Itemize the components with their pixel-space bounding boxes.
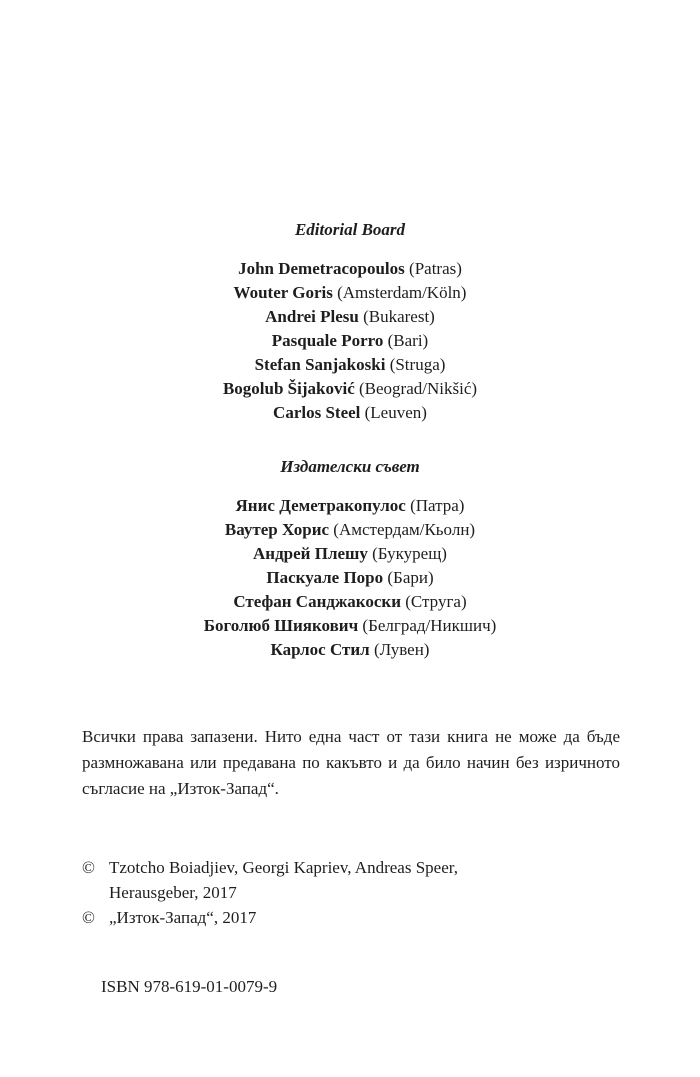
rights-notice: Всички права запазени. Нито една част от тази книга не може да бъде размножавана или предавана по какъвто и да било начин без изричното съгласие на „Изток-Запад“. <box>82 727 620 798</box>
member-city: (Beograd/Nikšić) <box>359 379 478 398</box>
board-member <box>0 590 700 614</box>
member-name: Паскуале Поро <box>266 568 384 587</box>
board-member <box>0 353 700 377</box>
member-city: (Leuven) <box>364 403 427 422</box>
board-member <box>0 614 700 638</box>
isbn: ISBN 978-619-01-0079-9 <box>101 977 278 996</box>
member-name: Андрей Плешу <box>253 544 368 563</box>
copyright-holders-continuation: Herausgeber, 2017 <box>109 883 237 902</box>
copyright-publisher: „Изток-Запад“, 2017 <box>109 908 257 927</box>
member-name: Стефан Санджакоски <box>233 592 402 611</box>
board-member <box>0 281 700 305</box>
copyright-symbol: © <box>82 858 95 877</box>
member-city: (Bari) <box>387 331 429 350</box>
member-city: (Amsterdam/Köln) <box>337 283 467 302</box>
board-member <box>0 377 700 401</box>
editorial-board-member-list <box>0 257 700 425</box>
member-name: Stefan Sanjakoski <box>254 355 386 374</box>
member-name: Боголюб Шиякович <box>203 616 359 635</box>
member-city: (Амстердам/Кьолн) <box>333 520 476 539</box>
board-member <box>0 518 700 542</box>
board-member <box>0 257 700 281</box>
copyright-line <box>82 855 622 880</box>
board-member <box>0 329 700 353</box>
board-member <box>0 638 700 662</box>
member-name: Andrei Plesu <box>265 307 359 326</box>
copyright-line <box>82 905 622 930</box>
editorial-board-title: Editorial Board <box>294 220 406 239</box>
member-name: Bogolub Šijaković <box>222 379 355 398</box>
member-city: (Патра) <box>410 496 465 515</box>
member-name: Carlos Steel <box>273 403 361 422</box>
member-name: Ваутер Хорис <box>224 520 330 539</box>
member-name: Pasquale Porro <box>271 331 384 350</box>
member-city: (Bukarest) <box>363 307 435 326</box>
copyright-holders: Tzotcho Boiadjiev, Georgi Kapriev, Andreas Speer, <box>109 858 458 877</box>
board-member <box>0 305 700 329</box>
member-city: (Струга) <box>405 592 467 611</box>
member-name: Wouter Goris <box>233 283 333 302</box>
member-name: Янис Деметракопулос <box>235 496 406 515</box>
member-city: (Белград/Никшич) <box>362 616 497 635</box>
board-member <box>0 566 700 590</box>
board-member <box>0 542 700 566</box>
copyright-symbol: © <box>82 908 95 927</box>
member-city: (Struga) <box>389 355 446 374</box>
editorial-board-title: Издателски съвет <box>280 457 420 476</box>
member-name: John Demetracopoulos <box>238 259 405 278</box>
member-city: (Букурещ) <box>372 544 447 563</box>
member-city: (Бари) <box>387 568 434 587</box>
editorial-board-en <box>0 218 700 425</box>
member-city: (Patras) <box>409 259 462 278</box>
board-member <box>0 401 700 425</box>
editorial-board-bg <box>0 455 700 662</box>
copyright-block <box>82 855 622 930</box>
member-name: Карлос Стил <box>270 640 370 659</box>
member-city: (Лувен) <box>373 640 430 659</box>
editorial-board-member-list <box>0 494 700 662</box>
board-member <box>0 494 700 518</box>
